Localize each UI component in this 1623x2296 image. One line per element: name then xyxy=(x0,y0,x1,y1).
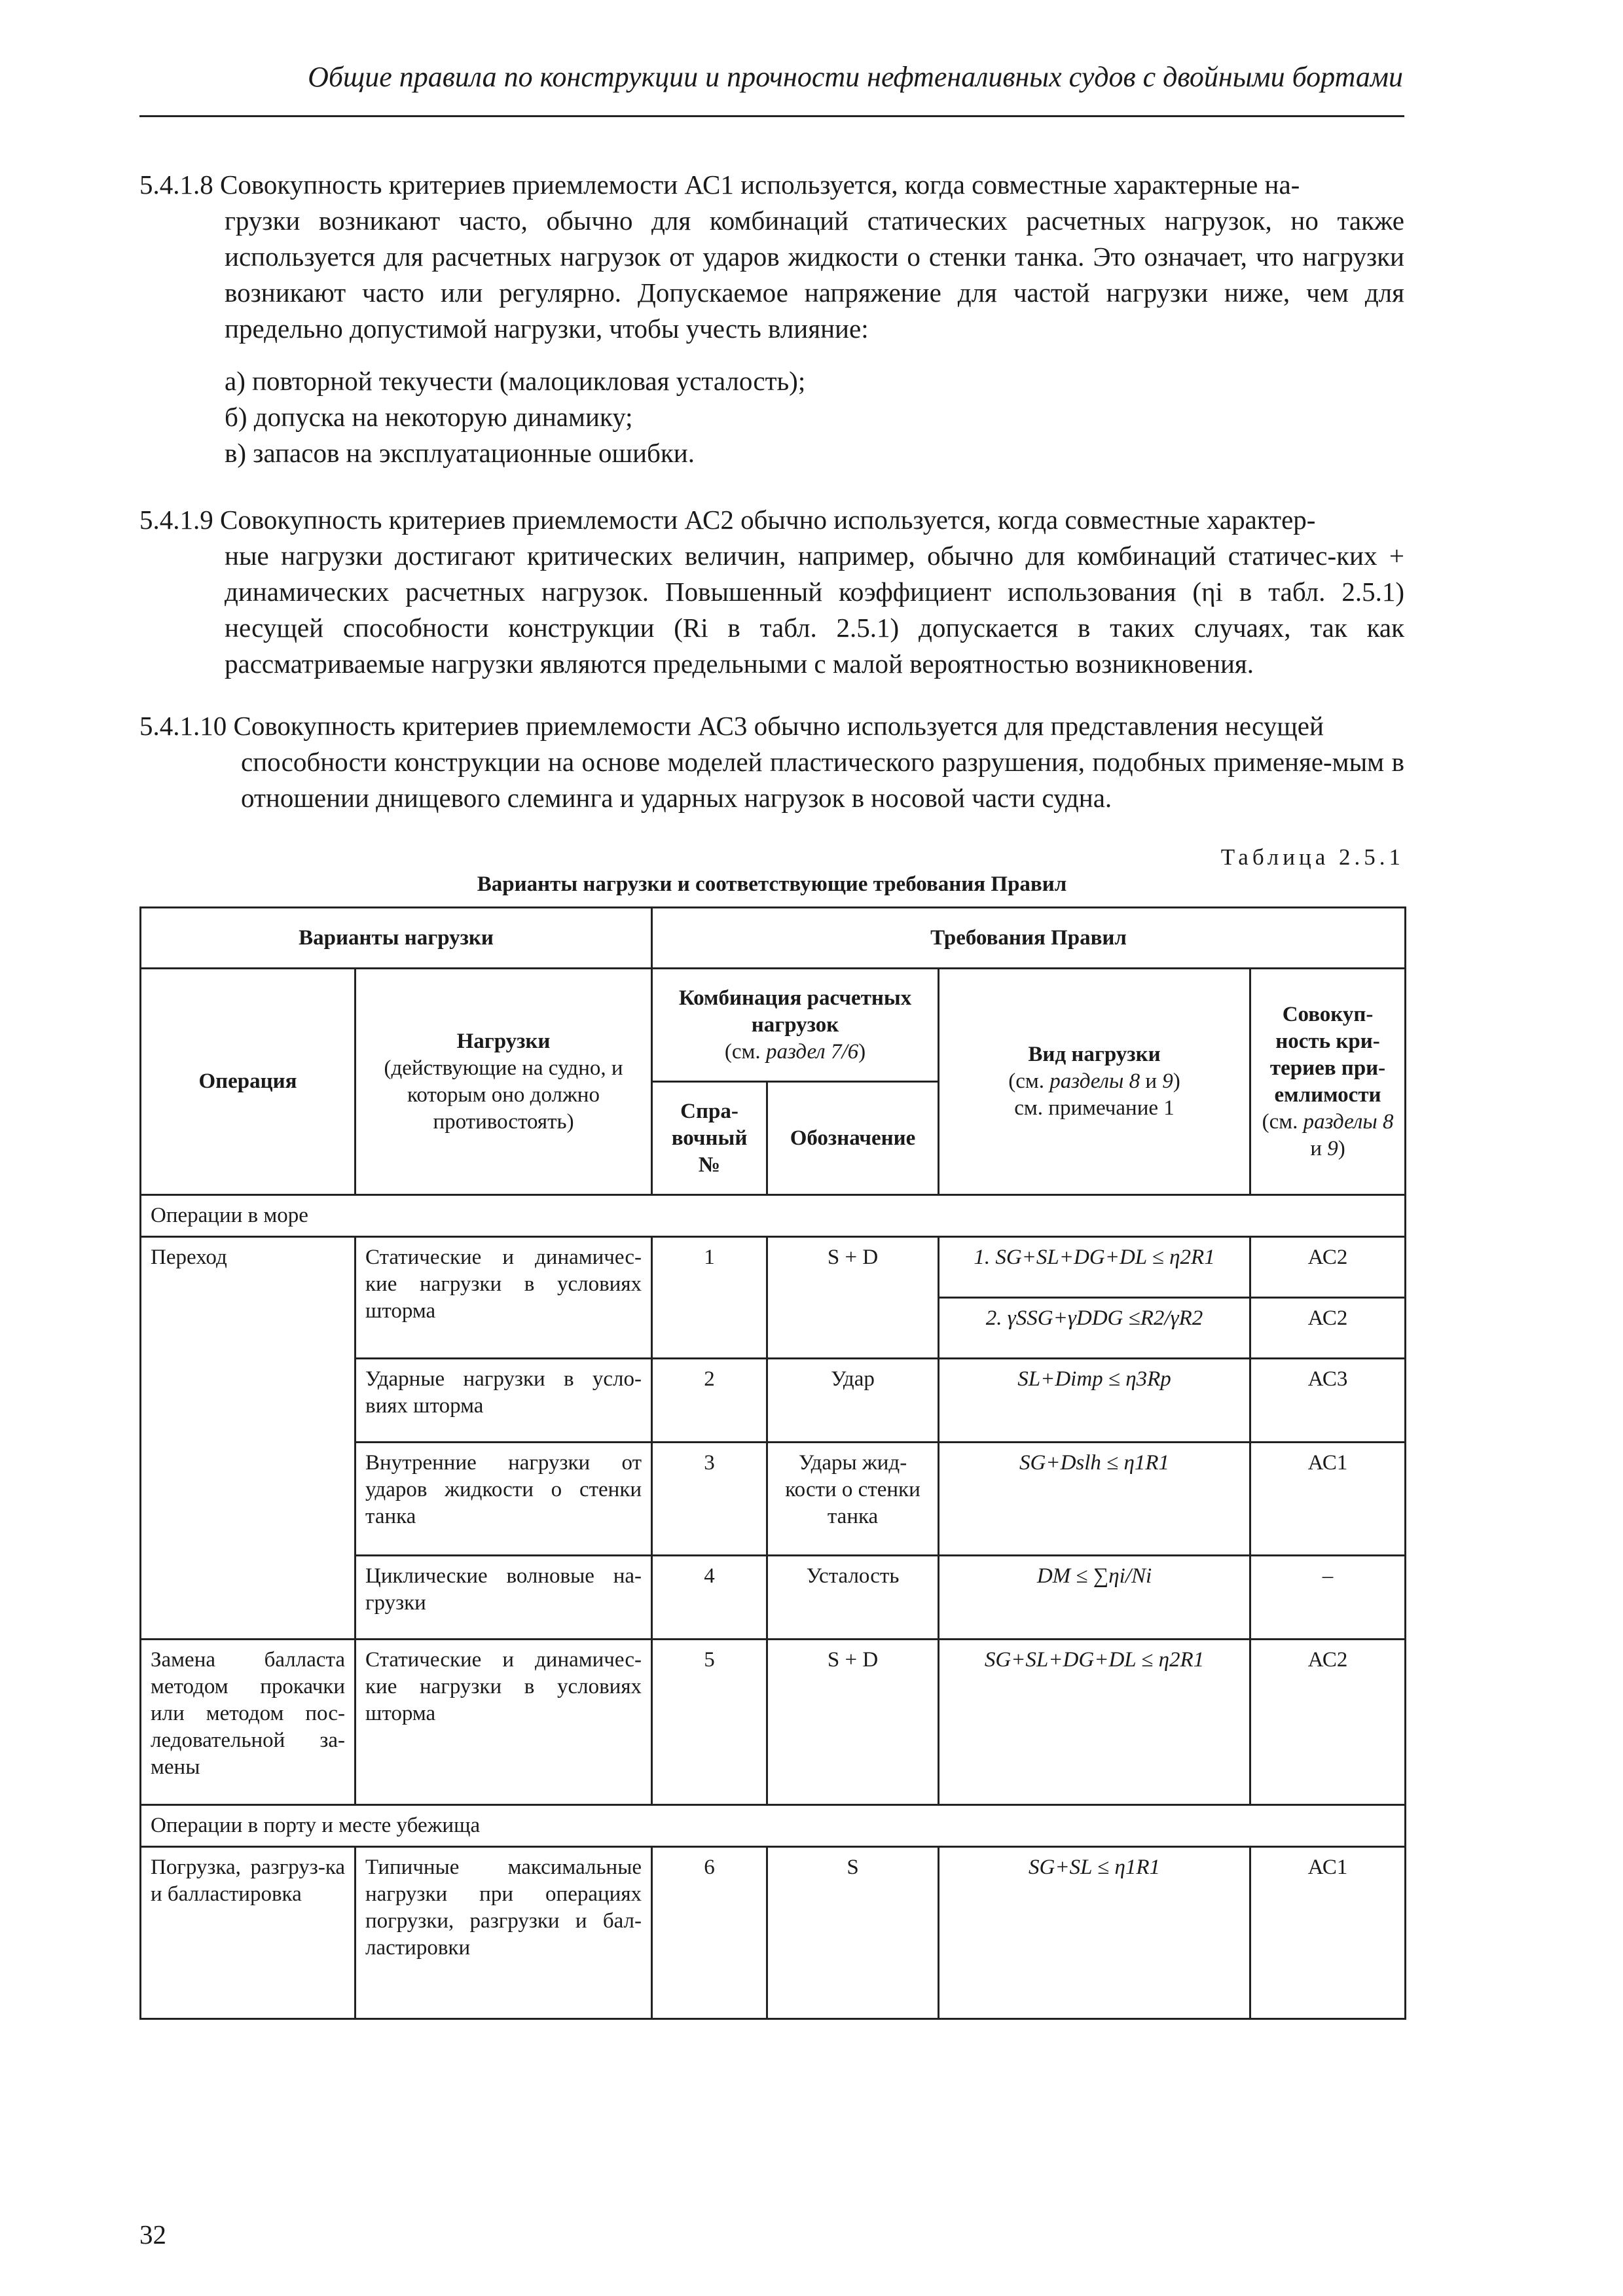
header-rule xyxy=(139,115,1404,117)
header-ref-no: Спра-вочный № xyxy=(652,1082,767,1195)
table-section-row xyxy=(141,1805,1406,1847)
load-description: Статические и динамичес-кие нагрузки в условиях шторма xyxy=(356,1237,652,1359)
header-criteria xyxy=(1250,969,1406,1195)
criteria: АС3 xyxy=(1250,1359,1406,1443)
table-header-row xyxy=(141,969,1406,1082)
designation: S xyxy=(767,1847,939,2019)
formula: SG+Dslh ≤ η1R1 xyxy=(939,1443,1250,1556)
designation: S + D xyxy=(767,1237,939,1359)
load-description: Циклические волновые на-грузки xyxy=(356,1556,652,1640)
header-criteria-title: Совокуп-ность кри-териев при-емлимости xyxy=(1269,1002,1386,1107)
criteria: АС1 xyxy=(1250,1847,1406,2019)
criteria: – xyxy=(1250,1556,1406,1640)
load-description: Внутренние нагрузки от ударов жидкости о стенки танка xyxy=(356,1443,652,1556)
paragraph-first-line: Совокупность критериев приемлемости АС1 используется, когда совместные характерные на- xyxy=(220,170,1300,200)
paragraph-text: способности конструкции на основе моделей пластического разрушения, подобных применяе-мым в отношении днищевого слеминга и ударных нагрузок в носовой части судна. xyxy=(241,747,1404,813)
page-number: 32 xyxy=(139,2219,166,2250)
criteria: АС2 xyxy=(1250,1298,1406,1359)
paragraph-5-4-1-9 xyxy=(139,502,1404,682)
operation-ballast: Замена балласта методом прокачки или методом пос-ледовательной за-мены xyxy=(141,1640,356,1805)
paragraph-5-4-1-8 xyxy=(139,167,1404,347)
header-operation: Операция xyxy=(141,969,356,1195)
header-criteria-sub: (см. разделы 8 и 9) xyxy=(1262,1109,1394,1160)
section-port: Операции в порту и месте убежища xyxy=(141,1805,1406,1847)
header-combination xyxy=(652,969,939,1082)
ref-number: 6 xyxy=(652,1847,767,2019)
formula: SG+SL+DG+DL ≤ η2R1 xyxy=(939,1640,1250,1805)
header-load-type-sub: (см. разделы 8 и 9) xyxy=(1008,1069,1180,1093)
header-variants: Варианты нагрузки xyxy=(141,908,652,969)
designation: Удар xyxy=(767,1359,939,1443)
page-header-title: Общие правила по конструкции и прочности нефтеналивных судов с двойными бортами xyxy=(308,61,1403,93)
designation: S + D xyxy=(767,1640,939,1805)
table-row xyxy=(141,1640,1406,1805)
ref-number: 4 xyxy=(652,1556,767,1640)
paragraph-number: 5.4.1.8 xyxy=(139,170,213,200)
header-load-type-note: см. примечание 1 xyxy=(1014,1096,1175,1120)
designation: Удары жид-кости о стенки танка xyxy=(767,1443,939,1556)
header-loads-title: Нагрузки xyxy=(456,1029,551,1053)
formula: DM ≤ ∑ηi/Ni xyxy=(939,1556,1250,1640)
table-caption: Варианты нагрузки и соответствующие требования Правил xyxy=(477,872,1067,896)
header-load-type xyxy=(939,969,1250,1195)
ref-number: 2 xyxy=(652,1359,767,1443)
list-item: в) запасов на эксплуатационные ошибки. xyxy=(225,438,695,468)
load-variants-table xyxy=(139,906,1406,2020)
influence-list xyxy=(225,363,805,471)
paragraph-5-4-1-10 xyxy=(139,708,1404,816)
formula: SG+SL ≤ η1R1 xyxy=(939,1847,1250,2019)
table-row xyxy=(141,1237,1406,1298)
formula: 2. γSSG+γDDG ≤R2/γR2 xyxy=(939,1298,1250,1359)
section-sea: Операции в море xyxy=(141,1195,1406,1237)
list-item: а) повторной текучести (малоцикловая усталость); xyxy=(225,366,806,396)
formula: SL+Dimp ≤ η3Rp xyxy=(939,1359,1250,1443)
table-label: Таблица 2.5.1 xyxy=(1220,844,1404,870)
ref-number: 1 xyxy=(652,1237,767,1359)
paragraph-text: грузки возникают часто, обычно для комбинаций статических расчетных нагрузок, но также используется для расчетных нагрузок от ударов жидкости о стенки танка. Это означает, что нагрузки возникают часто или регулярно. Допускаемое напряжение для частой нагрузки ниже, чем для предельно допустимой нагрузки, чтобы учесть влияние: xyxy=(225,206,1404,344)
header-designation: Обозначение xyxy=(767,1082,939,1195)
load-description: Ударные нагрузки в усло-виях шторма xyxy=(356,1359,652,1443)
paragraph-first-line: Совокупность критериев приемлемости АС2 обычно используется, когда совместные характер- xyxy=(220,505,1316,535)
paragraph-number: 5.4.1.9 xyxy=(139,505,213,535)
header-loads xyxy=(356,969,652,1195)
criteria: АС1 xyxy=(1250,1443,1406,1556)
ref-number: 5 xyxy=(652,1640,767,1805)
load-description: Статические и динамичес-кие нагрузки в условиях шторма xyxy=(356,1640,652,1805)
criteria: АС2 xyxy=(1250,1640,1406,1805)
header-requirements: Требования Правил xyxy=(652,908,1406,969)
operation-transit: Переход xyxy=(141,1237,356,1640)
ref-number: 3 xyxy=(652,1443,767,1556)
header-combination-title: Комбинация расчетных нагрузок xyxy=(678,986,912,1037)
paragraph-number: 5.4.1.10 xyxy=(139,711,227,741)
table-row xyxy=(141,1847,1406,2019)
header-combination-sub: (см. раздел 7/6) xyxy=(724,1039,866,1064)
load-description: Типичные максимальные нагрузки при операциях погрузки, разгрузки и бал-ластировки xyxy=(356,1847,652,2019)
formula: 1. SG+SL+DG+DL ≤ η2R1 xyxy=(939,1237,1250,1298)
table-section-row xyxy=(141,1195,1406,1237)
header-loads-sub: (действующие на судно, и которым оно должно противостоять) xyxy=(384,1056,623,1134)
paragraph-first-line: Совокупность критериев приемлемости АС3 обычно используется для представления несущей xyxy=(233,711,1324,741)
criteria: АС2 xyxy=(1250,1237,1406,1298)
operation-loading: Погрузка, разгруз-ка и балластировка xyxy=(141,1847,356,2019)
table-header-row xyxy=(141,908,1406,969)
header-load-type-title: Вид нагрузки xyxy=(1028,1043,1161,1066)
list-item: б) допуска на некоторую динамику; xyxy=(225,402,633,432)
paragraph-text: ные нагрузки достигают критических величин, например, обычно для комбинаций статичес-ких + динамических расчетных нагрузок. Повышенный коэффициент использования (ηi в табл. 2.5.1) несущей способности конструкции (Ri в табл. 2.5.1) допускается в таких случаях, так как рассматриваемые нагрузки являются предельными с малой вероятностью возникновения. xyxy=(225,541,1404,679)
designation: Усталость xyxy=(767,1556,939,1640)
